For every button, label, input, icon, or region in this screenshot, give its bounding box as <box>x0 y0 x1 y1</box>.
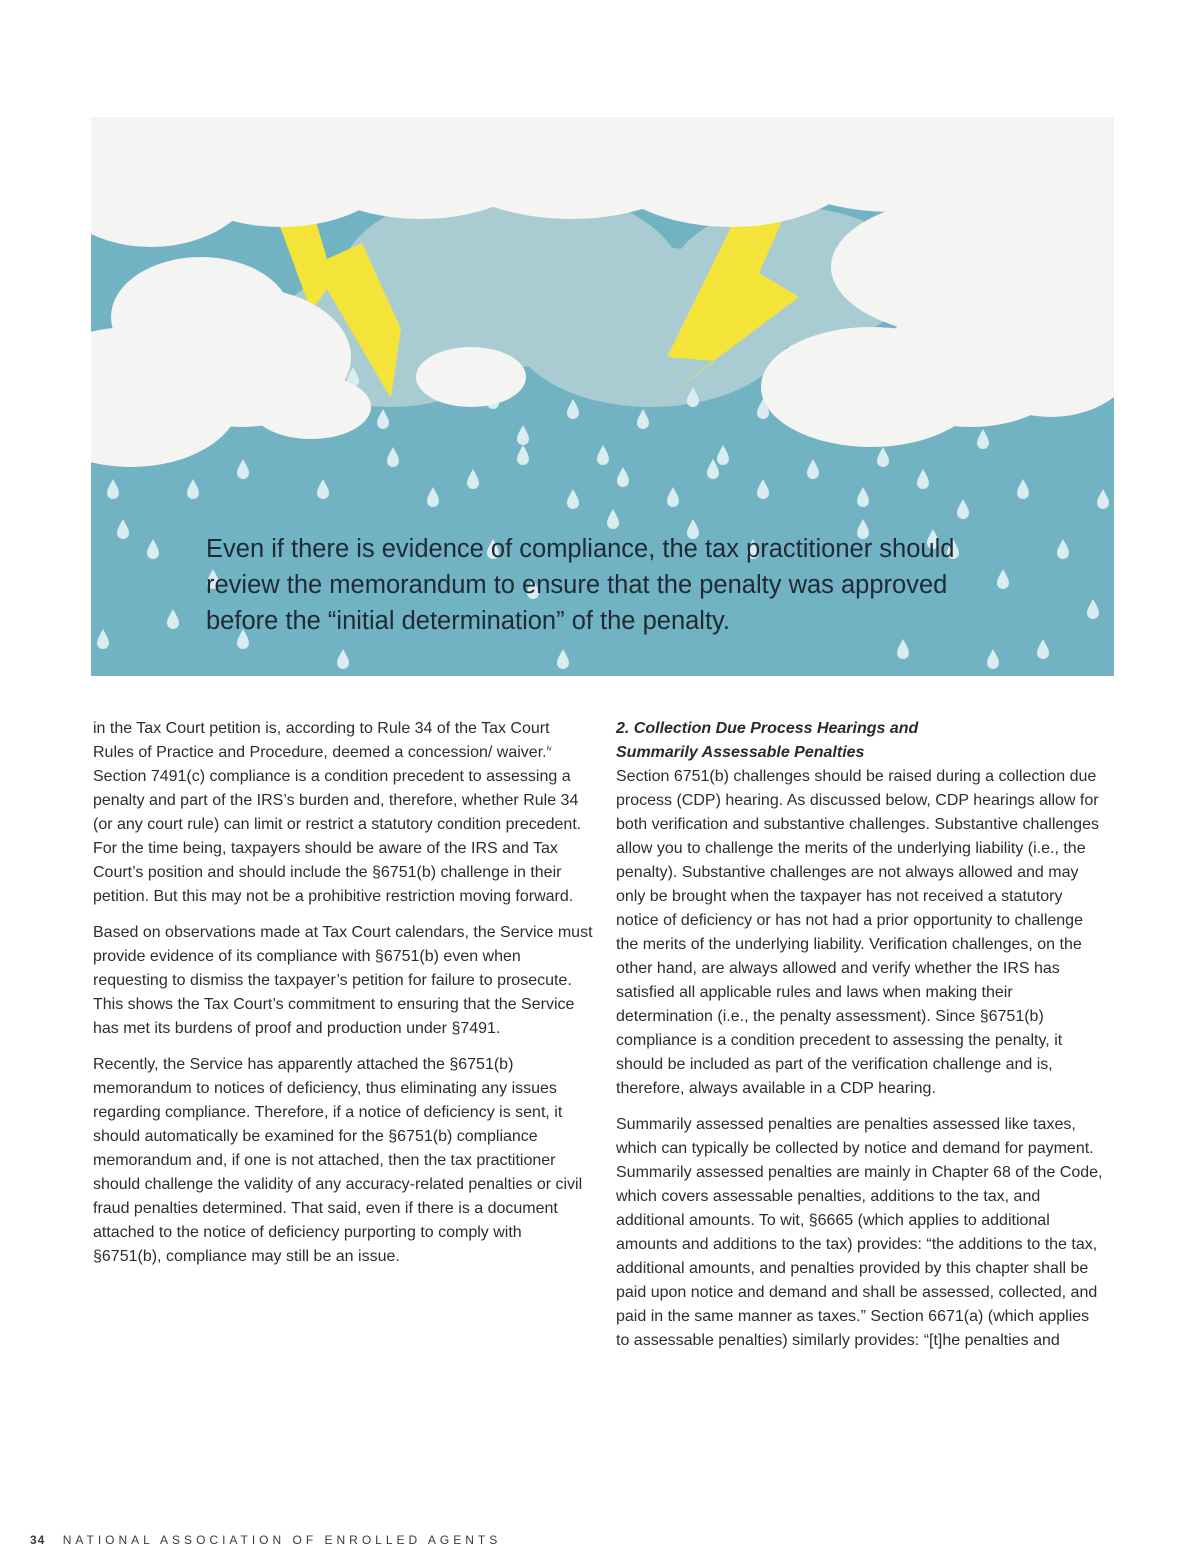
paragraph: Based on observations made at Tax Court calendars, the Service must provide evidence of its compliance with §6751(b) even when requesting to dismiss the taxpayer’s petition for failure to prosecute. This shows the Tax Court’s commitment to ensuring that the Service has met its burdens of proof and production under §7491. <box>93 924 593 1037</box>
section-heading <box>616 717 1106 765</box>
publication-name: NATIONAL ASSOCIATION OF ENROLLED AGENTS <box>62 1533 502 1547</box>
section-heading-line: Summarily Assessable Penalties <box>616 744 865 761</box>
paragraph: Summarily assessed penalties are penalties assessed like taxes, which can typically be collected by notice and demand for payment. Summarily assessed penalties are mainly in Chapter 68 of the Code, which covers assessable penalties, additions to the tax, and additional amounts. To wit, §6665 (which applies to additional amounts and additions to the tax) provides: “the additions to the tax, additional amounts, and penalties provided by this chapter shall be paid upon notice and demand and shall be assessed, collected, and paid in the same manner as taxes.” Section 6671(a) (which applies to assessable penalties) similarly provides: “[t]he penalties and <box>616 1116 1103 1349</box>
left-column <box>93 717 593 1281</box>
paragraph-text: in the Tax Court petition is, according to Rule 34 of the Tax Court Rules of Practice and Procedure, deemed a concession/ waiver. <box>93 720 550 761</box>
right-column <box>616 717 1106 1365</box>
footnote-marker: iv <box>546 745 552 753</box>
page-number: 34 <box>30 1533 46 1547</box>
paragraph: Recently, the Service has apparently attached the §6751(b) memorandum to notices of deficiency, thus eliminating any issues regarding compliance. Therefore, if a notice of deficiency is sent, it should automatically be examined for the §6751(b) compliance memorandum and, if one is not attached, then the tax practitioner should challenge the validity of any accuracy-related penalties or civil fraud penalties determined. That said, even if there is a document attached to the notice of deficiency purporting to comply with §6751(b), compliance may still be an issue. <box>93 1056 583 1265</box>
paragraph: Section 6751(b) challenges should be raised during a collection due process (CDP) hearing. As discussed below, CDP hearings allow for both verification and substantive challenges. Substantive challenges allow you to challenge the merits of the underlying liability (i.e., the penalty). Substantive challenges are not always allowed and may only be brought when the taxpayer has not received a statutory notice of deficiency or has not had a prior opportunity to challenge the merits of the underlying liability. Verification challenges, on the other hand, are always allowed and verify whether the IRS has satisfied all applicable rules and laws when making their determination (i.e., the penalty assessment). Since §6751(b) compliance is a condition precedent to assessing the penalty, it should be included as part of the verification challenge and is, therefore, always available in a CDP hearing. <box>616 768 1099 1097</box>
paragraph <box>93 717 593 909</box>
paragraph-text: Section 7491(c) compliance is a condition precedent to assessing a penalty and part of the IRS’s burden and, therefore, whether Rule 34 (or any court rule) can limit or restrict a statutory condition precedent. For the time being, taxpayers should be aware of the IRS and Tax Court’s position and should include the §6751(b) challenge in their petition. But this may not be a prohibitive restriction moving forward. <box>93 768 582 905</box>
pull-quote: Even if there is evidence of compliance, the tax practitioner should review the memorandum to ensure that the penalty was approved before the “initial determination” of the penalty. <box>206 535 955 635</box>
section-heading-line: 2. Collection Due Process Hearings and <box>616 720 919 737</box>
page-footer <box>30 1533 501 1547</box>
hero-illustration <box>91 117 1114 676</box>
